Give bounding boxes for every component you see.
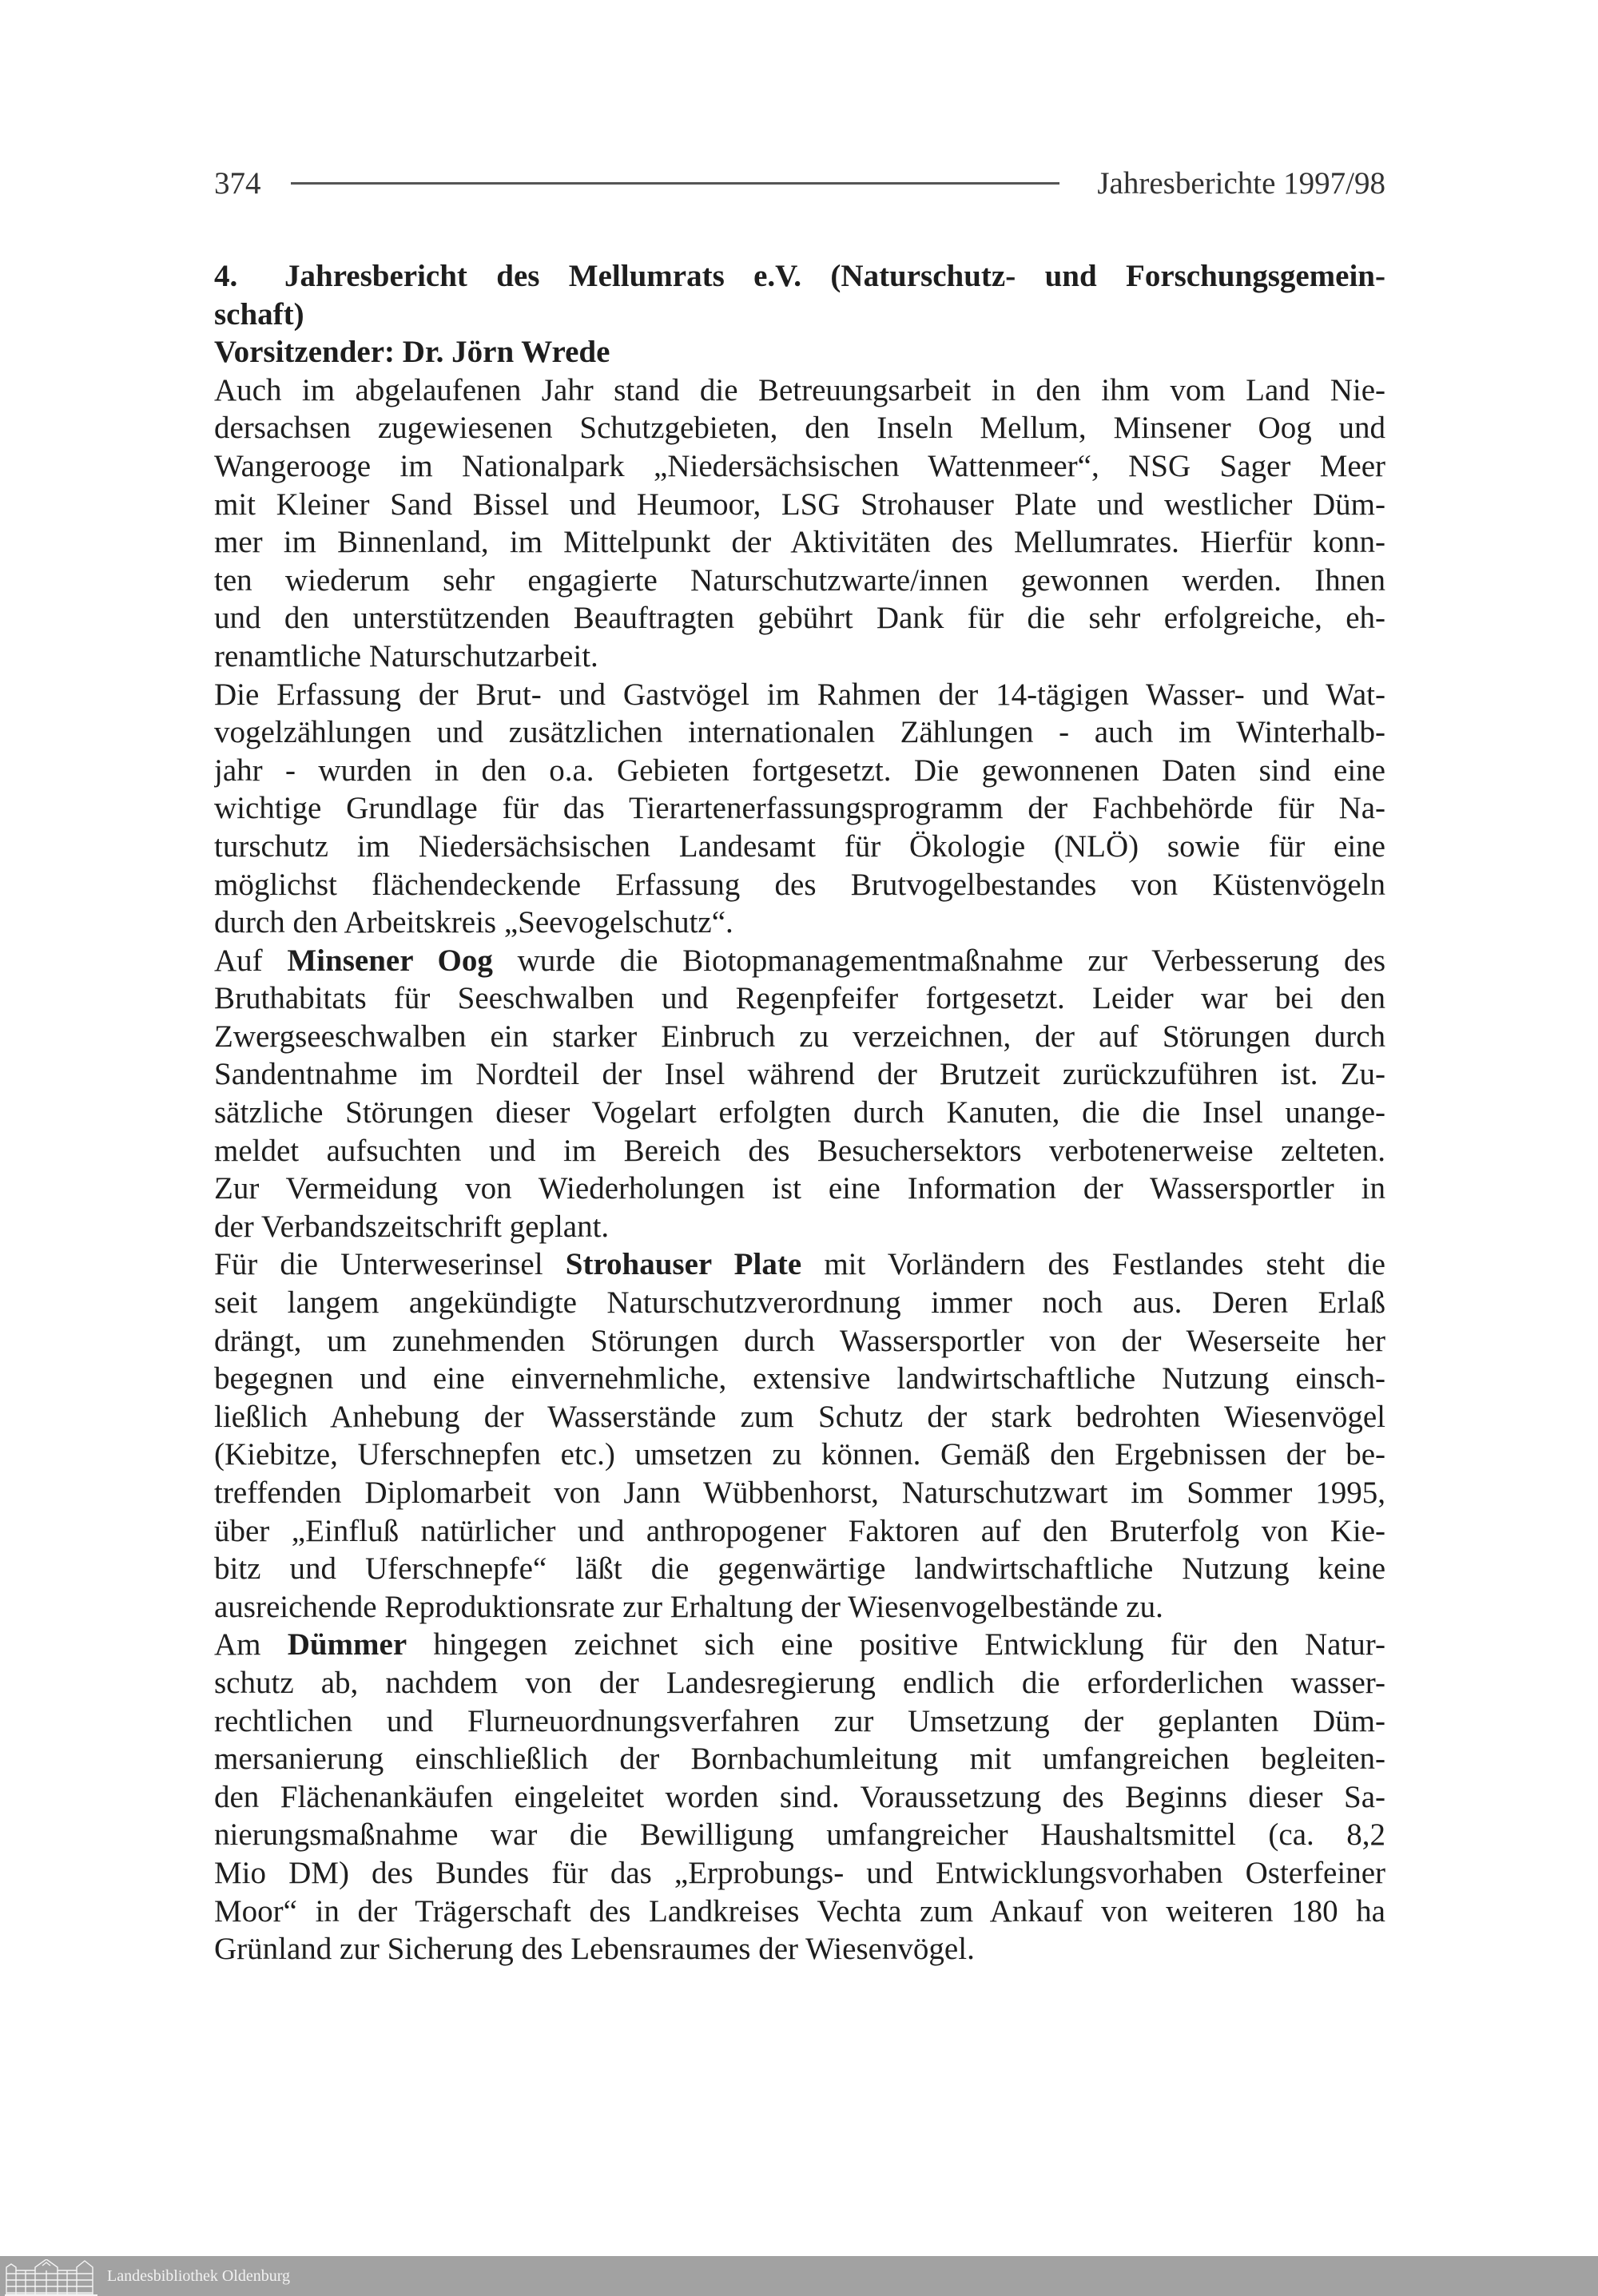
text-line: bitz und Uferschnepfe“ läßt die gegenwärtige landwirtschaftliche Nutzung keine bbox=[214, 1551, 1385, 1587]
text-line: turschutz im Niedersächsischen Landesamt für Ökologie (NLÖ) sowie für eine bbox=[214, 828, 1385, 864]
text-line: mit Kleiner Sand Bissel und Heumoor, LSG Strohauser Plate und westlicher Düm- bbox=[214, 487, 1385, 522]
text-line: jahr - wurden in den o.a. Gebieten fortgesetzt. Die gewonnenen Daten sind eine bbox=[214, 753, 1385, 788]
page-content bbox=[214, 257, 1385, 1968]
page-number: 374 bbox=[214, 166, 261, 201]
text-line bbox=[214, 1626, 1385, 1664]
text-line: schutz ab, nachdem von der Landesregierung endlich die erforderlichen wasser- bbox=[214, 1665, 1385, 1700]
text-line: sätzliche Störungen dieser Vogelart erfolgten durch Kanuten, die die Insel unange- bbox=[214, 1095, 1385, 1130]
section-number: 4. bbox=[214, 259, 238, 293]
text-line: ließlich Anhebung der Wasserstände zum Schutz der stark bedrohten Wiesenvögel bbox=[214, 1399, 1385, 1434]
text-line: der Verbandszeitschrift geplant. bbox=[214, 1209, 610, 1244]
text-line: vogelzählungen und zusätzlichen internationalen Zählungen - auch im Winterhalb- bbox=[214, 715, 1385, 750]
text-line: Zur Vermeidung von Wiederholungen ist eine Information der Wassersportler in bbox=[214, 1171, 1385, 1206]
text-line: Auch im abgelaufenen Jahr stand die Betreuungsarbeit in den ihm vom Land Nie- bbox=[214, 372, 1385, 407]
text-line: treffenden Diplomarbeit von Jann Wübbenhorst, Naturschutzwart im Sommer 1995, bbox=[214, 1476, 1385, 1510]
text-line: Sandentnahme im Nordteil der Insel während der Brutzeit zurückzuführen ist. Zu- bbox=[214, 1057, 1385, 1092]
section-chair: Vorsitzender: Dr. Jörn Wrede bbox=[214, 335, 610, 370]
place-name-bold: Dümmer bbox=[287, 1627, 407, 1662]
library-name: Landesbibliothek Oldenburg bbox=[107, 2267, 291, 2285]
page-header bbox=[214, 160, 1385, 208]
text-run: wurde die Biotopmanagementmaßnahme zur Verbesserung des bbox=[492, 943, 1385, 978]
text-line: den Flächenankäufen eingeleitet worden sind. Voraussetzung des Beginns dieser Sa- bbox=[214, 1779, 1385, 1814]
text-line: mersanierung einschließlich der Bornbachumleitung mit umfangreichen begleiten- bbox=[214, 1742, 1385, 1777]
text-line: durch den Arbeitskreis „Seevogelschutz“. bbox=[214, 905, 733, 940]
section-title-line-2: schaft) bbox=[214, 296, 304, 332]
library-footer-bar bbox=[0, 2256, 1598, 2296]
text-line: meldet aufsuchten und im Bereich des Besuchersektors verbotenerweise zelteten. bbox=[214, 1133, 1385, 1168]
text-line: ausreichende Reproduktionsrate zur Erhaltung der Wiesenvogelbestände zu. bbox=[214, 1589, 1163, 1624]
body-text bbox=[214, 371, 1385, 1968]
text-run: Auf bbox=[214, 943, 288, 978]
section-heading bbox=[214, 257, 1385, 296]
text-line: möglichst flächendeckende Erfassung des Brutvogelbestandes von Küstenvögeln bbox=[214, 867, 1385, 902]
text-line: Zwergseeschwalben ein starker Einbruch zu verzeichnen, der auf Störungen durch bbox=[214, 1019, 1385, 1054]
text-line: Bruthabitats für Seeschwalben und Regenpfeifer fortgesetzt. Leider war bei den bbox=[214, 981, 1385, 1016]
text-line: renamtliche Naturschutzarbeit. bbox=[214, 638, 598, 673]
header-rule bbox=[291, 182, 1059, 185]
text-line: drängt, um zunehmenden Störungen durch Wassersportler von der Weserseite her bbox=[214, 1323, 1385, 1358]
text-line: über „Einfluß natürlicher und anthropogener Faktoren auf den Bruterfolg von Kie- bbox=[214, 1513, 1385, 1548]
running-title: Jahresberichte 1997/98 bbox=[1097, 166, 1385, 201]
place-name-bold: Strohauser Plate bbox=[565, 1247, 802, 1282]
text-line: Grünland zur Sicherung des Lebensraumes der Wiesenvögel. bbox=[214, 1932, 975, 1967]
text-line: seit langem angekündigte Naturschutzverordnung immer noch aus. Deren Erlaß bbox=[214, 1285, 1385, 1321]
text-line: (Kiebitze, Uferschnepfen etc.) umsetzen zu können. Gemäß den Ergebnissen der be- bbox=[214, 1437, 1385, 1472]
section-title-line-1: Jahresbericht des Mellumrats e.V. (Naturschutz- und Forschungsgemein- bbox=[284, 259, 1385, 293]
text-line: Mio DM) des Bundes für das „Erprobungs- und Entwicklungsvorhaben Osterfeiner bbox=[214, 1855, 1385, 1890]
text-line: und den unterstützenden Beauftragten gebührt Dank für die sehr erfolgreiche, eh- bbox=[214, 601, 1385, 636]
text-run: hingegen zeichnet sich eine positive Entwicklung für den Natur- bbox=[407, 1627, 1385, 1662]
text-run: mit Vorländern des Festlandes steht die bbox=[801, 1247, 1385, 1282]
text-line: Die Erfassung der Brut- und Gastvögel im Rahmen der 14-tägigen Wasser- und Wat- bbox=[214, 677, 1385, 712]
text-line: mer im Binnenland, im Mittelpunkt der Aktivitäten des Mellumrates. Hierfür konn- bbox=[214, 525, 1385, 560]
text-line: dersachsen zugewiesenen Schutzgebieten, den Inseln Mellum, Minsener Oog und bbox=[214, 411, 1385, 446]
text-line: Moor“ in der Trägerschaft des Landkreises Vechta zum Ankauf von weiteren 180 ha bbox=[214, 1893, 1385, 1929]
text-line: begegnen und eine einvernehmliche, extensive landwirtschaftliche Nutzung einsch- bbox=[214, 1361, 1385, 1396]
place-name-bold: Minsener Oog bbox=[287, 943, 493, 978]
text-line: rechtlichen und Flurneuordnungsverfahren zur Umsetzung der geplanten Düm- bbox=[214, 1703, 1385, 1738]
text-line: nierungsmaßnahme war die Bewilligung umfangreicher Haushaltsmittel (ca. 8,2 bbox=[214, 1817, 1385, 1853]
text-line: ten wiederum sehr engagierte Naturschutzwarte/innen gewonnen werden. Ihnen bbox=[214, 562, 1385, 598]
text-run: Am bbox=[214, 1627, 288, 1662]
text-line: Wangerooge im Nationalpark „Niedersächsischen Wattenmeer“, NSG Sager Meer bbox=[214, 448, 1385, 483]
text-line: wichtige Grundlage für das Tierartenerfassungsprogramm der Fachbehörde für Na- bbox=[214, 791, 1385, 826]
library-building-icon bbox=[5, 2259, 97, 2296]
text-run: Für die Unterweserinsel bbox=[214, 1247, 566, 1282]
text-line bbox=[214, 942, 1385, 980]
text-line bbox=[214, 1245, 1385, 1284]
